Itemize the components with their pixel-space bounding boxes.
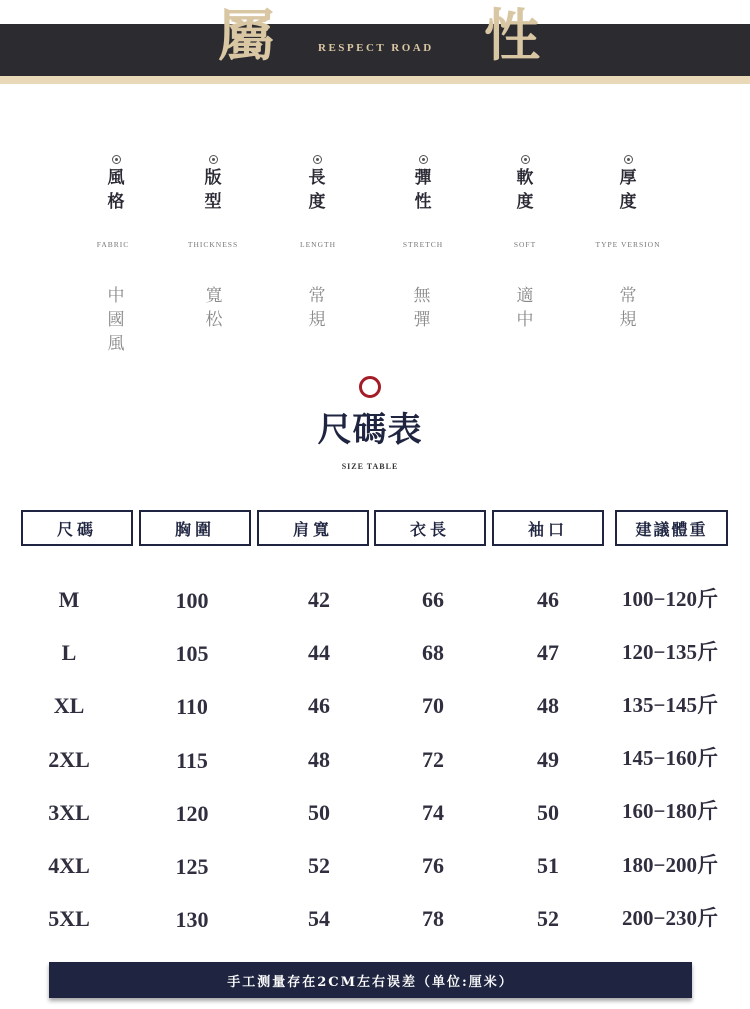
table-cell: 72	[422, 747, 444, 772]
table-cell: 145−160斤	[622, 746, 718, 770]
attribute-value-text: 寬松	[205, 286, 223, 330]
attribute-value	[262, 284, 372, 332]
table-cell: 54	[308, 906, 330, 931]
bullet-icon	[209, 155, 218, 164]
attribute-value	[367, 284, 477, 332]
table-cell: 105	[175, 641, 209, 666]
attribute-title: 厚度	[619, 168, 637, 212]
table-cell: 68	[422, 640, 444, 665]
table-cell: 47	[537, 640, 559, 665]
attribute-value	[159, 284, 269, 332]
table-cell: 120−135斤	[622, 640, 718, 664]
table-cell: 100	[175, 588, 209, 613]
bullet-icon	[313, 155, 322, 164]
bullet-icon	[624, 155, 633, 164]
column-header-size: 尺碼	[21, 510, 133, 546]
column-header-cuff: 袖口	[492, 510, 604, 546]
table-cell: L	[61, 640, 77, 665]
table-cell: 70	[422, 693, 444, 718]
ring-icon	[359, 376, 381, 398]
attribute-fit	[158, 152, 268, 214]
attribute-title: 風格	[107, 168, 125, 212]
table-cell: 48	[308, 747, 330, 772]
table-cell: 50	[308, 800, 330, 825]
table-cell: 120	[175, 801, 209, 826]
column-header-chest: 胸圍	[139, 510, 251, 546]
attribute-title: 軟度	[516, 168, 534, 212]
table-cell: M	[58, 587, 80, 612]
table-cell: 5XL	[48, 906, 90, 931]
size-table-subtitle: SIZE TABLE	[341, 462, 399, 471]
attribute-value	[470, 284, 580, 332]
size-table-title: 尺碼表	[317, 410, 423, 450]
table-cell: 125	[175, 854, 209, 879]
table-cell: 46	[537, 587, 559, 612]
table-cell: 100−120斤	[622, 587, 718, 611]
table-cell: 74	[422, 800, 444, 825]
bullet-icon	[112, 155, 121, 164]
table-cell: 48	[537, 693, 559, 718]
attribute-style	[61, 152, 171, 214]
column-header-shoulder: 肩寬	[257, 510, 369, 546]
table-cell: 78	[422, 906, 444, 931]
attribute-length	[262, 152, 372, 214]
table-cell: 2XL	[48, 747, 90, 772]
table-cell: 42	[308, 587, 330, 612]
table-cell: XL	[53, 693, 85, 718]
table-cell: 46	[308, 693, 330, 718]
column-header-weight: 建議體重	[615, 510, 728, 546]
table-cell: 130	[175, 907, 209, 932]
table-cell: 51	[537, 853, 559, 878]
table-cell: 160−180斤	[622, 799, 718, 823]
table-cell: 110	[176, 694, 208, 719]
table-cell: 50	[537, 800, 559, 825]
attribute-value-text: 常規	[619, 286, 637, 330]
attribute-stretch	[368, 152, 478, 214]
attribute-thickness	[573, 152, 683, 214]
table-cell: 3XL	[48, 800, 90, 825]
attribute-value	[573, 284, 683, 332]
header-title-char-left: 屬	[218, 3, 274, 69]
attribute-en-label: TYPE VERSION	[595, 240, 661, 249]
table-cell: 200−230斤	[622, 906, 718, 930]
measurement-note: 手工测量存在2CM左右误差（单位:厘米）	[49, 962, 692, 998]
header-subtitle: RESPECT ROAD	[318, 42, 434, 54]
table-cell: 49	[537, 747, 559, 772]
bullet-icon	[521, 155, 530, 164]
attribute-value	[61, 284, 171, 356]
attribute-value-text: 適中	[516, 286, 534, 330]
attribute-en-label: FABRIC	[96, 240, 130, 249]
table-cell: 52	[308, 853, 330, 878]
attribute-value-text: 無彈	[413, 286, 431, 330]
table-cell: 66	[422, 587, 444, 612]
attribute-title: 彈性	[414, 168, 432, 212]
bullet-icon	[419, 155, 428, 164]
attribute-value-text: 中國風	[107, 286, 125, 354]
table-cell: 135−145斤	[622, 693, 718, 717]
attribute-softness	[470, 152, 580, 214]
table-cell: 52	[537, 906, 559, 931]
table-cell: 4XL	[48, 853, 90, 878]
attribute-value-text: 常規	[308, 286, 326, 330]
attribute-en-label: SOFT	[513, 240, 537, 249]
table-cell: 76	[422, 853, 444, 878]
column-header-length: 衣長	[374, 510, 486, 546]
table-cell: 44	[308, 640, 330, 665]
attribute-en-label: LENGTH	[300, 240, 336, 249]
header-title-char-right: 性	[484, 3, 540, 69]
attribute-en-label: THICKNESS	[187, 240, 239, 249]
attribute-en-label: STRETCH	[402, 240, 444, 249]
attribute-title: 版型	[204, 168, 222, 212]
attribute-title: 長度	[308, 168, 326, 212]
header-gold-stripe	[0, 76, 750, 84]
table-cell: 115	[176, 748, 208, 773]
table-cell: 180−200斤	[622, 853, 718, 877]
